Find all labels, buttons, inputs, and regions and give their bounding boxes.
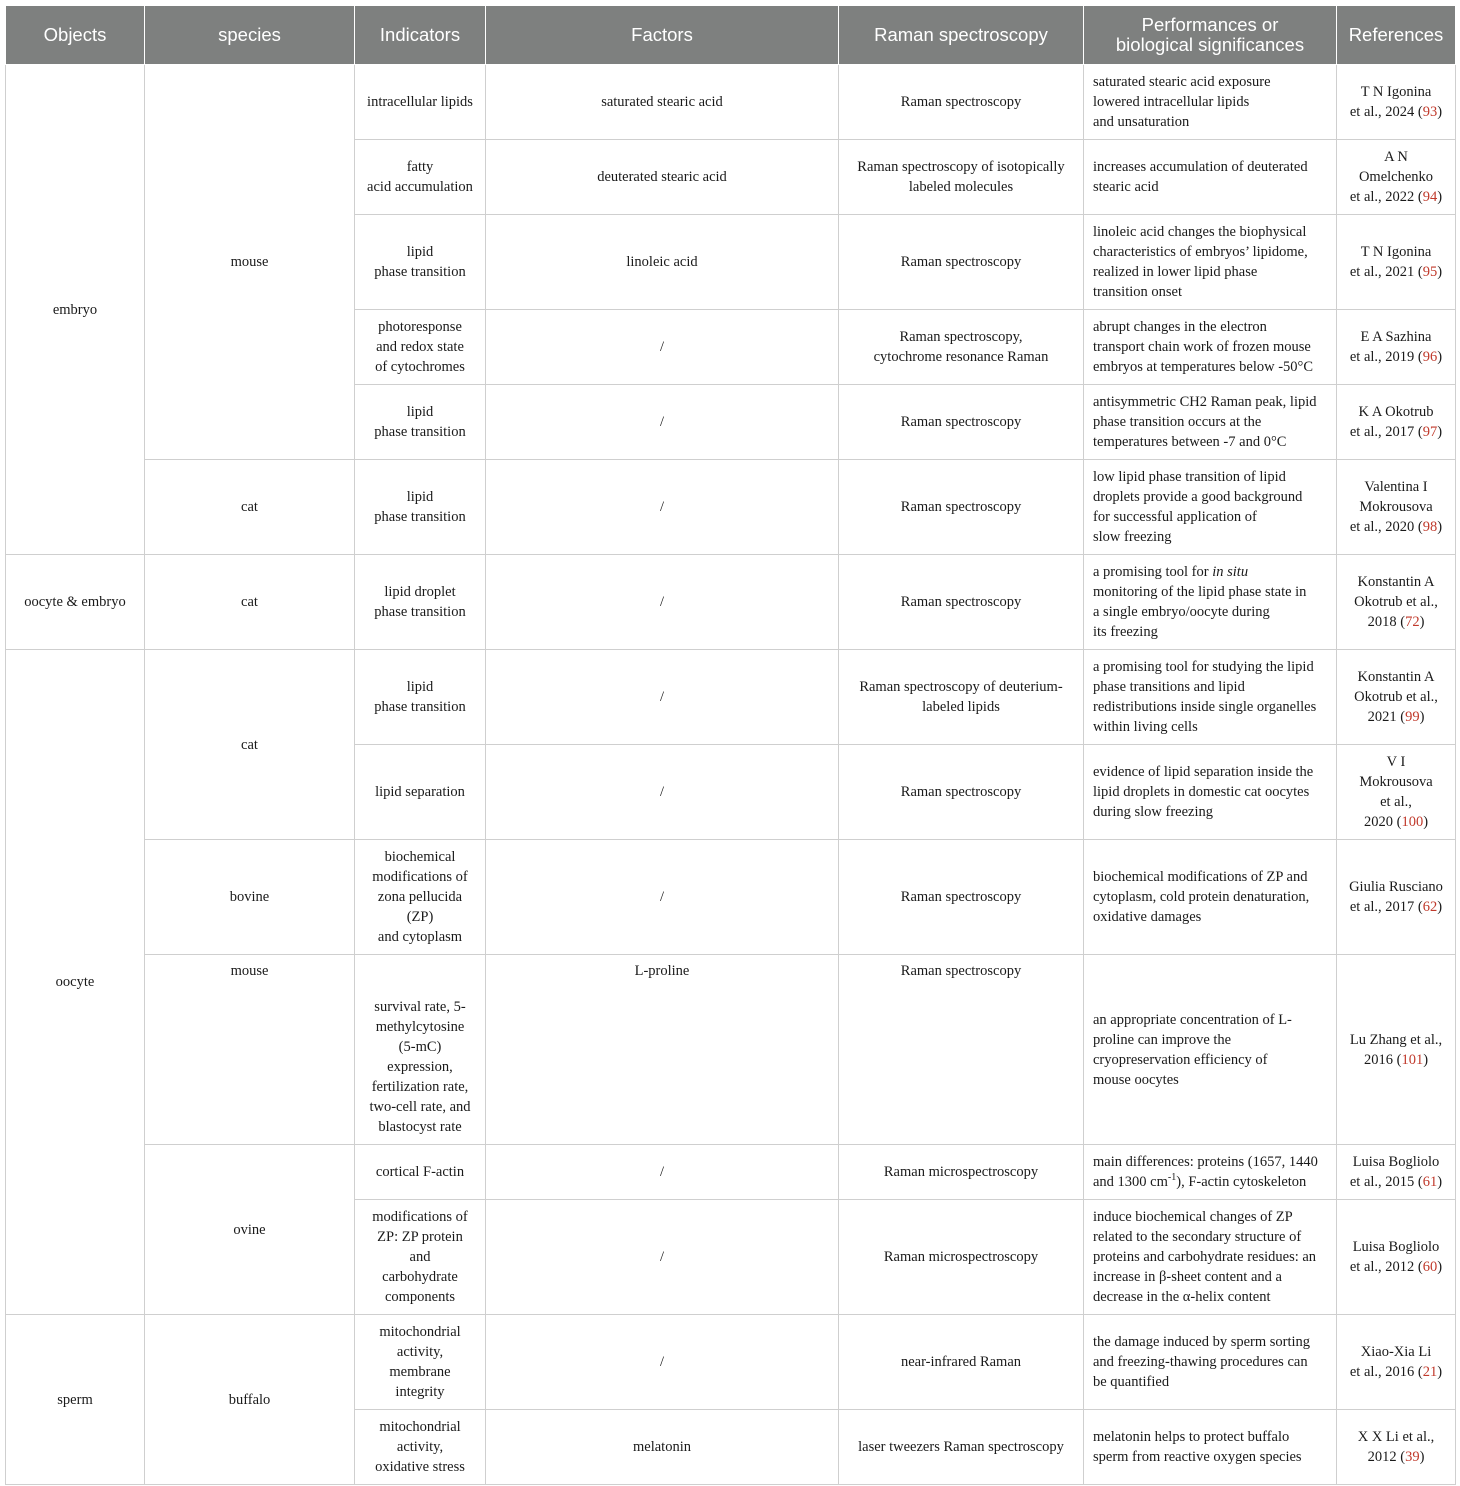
reference-link[interactable]: 39	[1405, 1449, 1420, 1465]
raman-cryopreservation-table	[5, 5, 1456, 1485]
cell-reference	[1337, 555, 1456, 650]
cell-species: mouse	[145, 65, 355, 460]
reference-close: )	[1437, 1174, 1443, 1190]
cell-reference	[1337, 1410, 1456, 1485]
table-row	[6, 460, 1456, 555]
reference-link[interactable]: 21	[1422, 1364, 1438, 1380]
reference-close: )	[1437, 264, 1443, 280]
cell-species: mouse	[145, 955, 355, 1145]
table-row	[6, 1315, 1456, 1410]
reference-text: Luisa Bogliolo et al., 2012 (	[1349, 1239, 1440, 1275]
reference-link[interactable]: 101	[1401, 1051, 1424, 1068]
reference-link[interactable]: 61	[1422, 1174, 1438, 1190]
cell-factor: /	[486, 1315, 839, 1410]
cell-raman: Raman spectroscopy	[839, 745, 1084, 840]
reference-text: T N Igonina et al., 2024 (	[1349, 84, 1432, 120]
cell-factor: /	[486, 310, 839, 385]
cell-performance: induce biochemical changes of ZP related to the secondary structure of proteins and carbohydrate residues: an increase in β-sheet content and a decrease in the α-helix content	[1084, 1200, 1337, 1315]
cell-raman: Raman microspectroscopy	[839, 1145, 1084, 1200]
table-container	[5, 5, 1455, 1485]
cell-indicator: intracellular lipids	[355, 65, 486, 140]
cell-performance: linoleic acid changes the biophysical characteristics of embryos’ lipidome, realized in lower lipid phase transition onset	[1084, 215, 1337, 310]
cell-raman: Raman spectroscopy	[839, 460, 1084, 555]
cell-species: ovine	[145, 1145, 355, 1315]
table-row	[6, 1145, 1456, 1200]
cell-object: oocyte	[6, 650, 145, 1315]
header-raman-spectroscopy: Raman spectroscopy	[839, 6, 1084, 65]
cell-reference	[1337, 65, 1456, 140]
cell-raman: Raman spectroscopy	[839, 215, 1084, 310]
cell-reference	[1337, 215, 1456, 310]
reference-close: )	[1437, 1259, 1443, 1275]
reference-link[interactable]: 62	[1422, 899, 1438, 915]
cell-species: bovine	[145, 840, 355, 955]
reference-link[interactable]: 96	[1422, 349, 1438, 365]
cell-factor: /	[486, 1145, 839, 1200]
reference-link[interactable]: 99	[1405, 709, 1420, 725]
header-row	[6, 6, 1456, 65]
cell-reference	[1337, 460, 1456, 555]
cell-factor: /	[486, 385, 839, 460]
cell-factor: /	[486, 650, 839, 745]
cell-factor: deuterated stearic acid	[486, 140, 839, 215]
cell-performance: increases accumulation of deuterated stearic acid	[1084, 140, 1337, 215]
reference-text: Giulia Rusciano et al., 2017 (	[1349, 879, 1443, 915]
header-references: References	[1337, 6, 1456, 65]
cell-raman: near-infrared Raman	[839, 1315, 1084, 1410]
cell-performance: a promising tool for studying the lipid phase transitions and lipid redistributions inside single organelles within living cells	[1084, 650, 1337, 745]
reference-text: Konstantin A Okotrub et al., 2021 (	[1354, 669, 1438, 725]
reference-text: V I Mokrousova et al., 2020 (	[1359, 754, 1433, 830]
reference-text: Luisa Bogliolo et al., 2015 (	[1349, 1154, 1440, 1190]
cell-indicator: fatty acid accumulation	[355, 140, 486, 215]
cell-raman: Raman spectroscopy	[839, 555, 1084, 650]
reference-close: )	[1423, 1051, 1429, 1068]
reference-text: T N Igonina et al., 2021 (	[1349, 244, 1432, 280]
cell-indicator: mitochondrial activity, membrane integrity	[355, 1315, 486, 1410]
cell-indicator: lipid phase transition	[355, 385, 486, 460]
cell-factor: L-proline	[486, 955, 839, 1145]
reference-text: A N Omelchenko et al., 2022 (	[1349, 149, 1434, 205]
reference-link[interactable]: 72	[1405, 614, 1420, 630]
performance-text: a promising tool for	[1093, 564, 1213, 580]
cell-performance: low lipid phase transition of lipid droplets provide a good background for successful application of slow freezing	[1084, 460, 1337, 555]
cell-reference	[1337, 385, 1456, 460]
reference-close: )	[1437, 189, 1443, 205]
cell-reference	[1337, 955, 1456, 1145]
cell-factor: /	[486, 1200, 839, 1315]
cell-indicator: modifications of ZP: ZP protein and carbohydrate components	[355, 1200, 486, 1315]
cell-performance: abrupt changes in the electron transport chain work of frozen mouse embryos at temperatures below -50°C	[1084, 310, 1337, 385]
performance-text-continued: monitoring of the lipid phase state in a single embryo/oocyte during its freezing	[1093, 584, 1307, 640]
cell-reference	[1337, 840, 1456, 955]
header-factors: Factors	[486, 6, 839, 65]
cell-species: cat	[145, 460, 355, 555]
cell-raman: laser tweezers Raman spectroscopy	[839, 1410, 1084, 1485]
cell-reference	[1337, 310, 1456, 385]
cell-indicator: lipid phase transition	[355, 215, 486, 310]
cell-factor: melatonin	[486, 1410, 839, 1485]
reference-link[interactable]: 100	[1401, 814, 1424, 830]
cell-factor: /	[486, 460, 839, 555]
table-row	[6, 955, 1456, 1145]
cell-species: cat	[145, 650, 355, 840]
cell-performance: evidence of lipid separation inside the lipid droplets in domestic cat oocytes during slow freezing	[1084, 745, 1337, 840]
cell-indicator: survival rate, 5- methylcytosine (5-mC) expression, fertilization rate, two-cell rate, and blastocyst rate	[355, 955, 486, 1145]
cell-raman: Raman spectroscopy of isotopically labeled molecules	[839, 140, 1084, 215]
cell-indicator: photoresponse and redox state of cytochromes	[355, 310, 486, 385]
cell-object: embryo	[6, 65, 145, 555]
reference-text: Lu Zhang et al., 2016 (	[1349, 1031, 1443, 1068]
reference-link[interactable]: 98	[1422, 519, 1438, 535]
reference-close: )	[1419, 614, 1425, 630]
performance-text-continued: ), F-actin cytoskeleton	[1176, 1174, 1307, 1190]
reference-close: )	[1437, 104, 1443, 120]
cell-reference	[1337, 1145, 1456, 1200]
cell-indicator: mitochondrial activity, oxidative stress	[355, 1410, 486, 1485]
reference-link[interactable]: 60	[1422, 1259, 1438, 1275]
reference-text: Konstantin A Okotrub et al., 2018 (	[1354, 574, 1438, 630]
reference-link[interactable]: 94	[1422, 189, 1438, 205]
cell-reference	[1337, 745, 1456, 840]
cell-raman: Raman microspectroscopy	[839, 1200, 1084, 1315]
cell-object: oocyte & embryo	[6, 555, 145, 650]
table-row	[6, 555, 1456, 650]
performance-italic-text: in situ	[1212, 564, 1249, 580]
header-performances: Performances or biological significances	[1084, 6, 1337, 65]
reference-close: )	[1419, 1449, 1425, 1465]
cell-indicator: cortical F-actin	[355, 1145, 486, 1200]
cell-performance	[1084, 1145, 1337, 1200]
performance-superscript: -1	[1167, 1172, 1177, 1184]
cell-performance: saturated stearic acid exposure lowered intracellular lipids and unsaturation	[1084, 65, 1337, 140]
reference-text: K A Okotrub et al., 2017 (	[1349, 404, 1434, 440]
header-indicators: Indicators	[355, 6, 486, 65]
reference-close: )	[1437, 424, 1443, 440]
cell-indicator: lipid droplet phase transition	[355, 555, 486, 650]
cell-object: sperm	[6, 1315, 145, 1485]
cell-raman: Raman spectroscopy	[839, 955, 1084, 1145]
cell-raman: Raman spectroscopy	[839, 840, 1084, 955]
cell-reference	[1337, 650, 1456, 745]
cell-species: cat	[145, 555, 355, 650]
cell-factor: linoleic acid	[486, 215, 839, 310]
reference-link[interactable]: 93	[1422, 104, 1438, 120]
reference-text: E A Sazhina et al., 2019 (	[1349, 329, 1432, 365]
cell-raman: Raman spectroscopy, cytochrome resonance Raman	[839, 310, 1084, 385]
header-species: species	[145, 6, 355, 65]
cell-indicator: biochemical modifications of zona pellucida (ZP) and cytoplasm	[355, 840, 486, 955]
cell-performance: biochemical modifications of ZP and cytoplasm, cold protein denaturation, oxidative damages	[1084, 840, 1337, 955]
cell-performance: the damage induced by sperm sorting and freezing-thawing procedures can be quantified	[1084, 1315, 1337, 1410]
cell-reference	[1337, 1315, 1456, 1410]
reference-close: )	[1437, 519, 1443, 535]
cell-factor: /	[486, 745, 839, 840]
cell-species: buffalo	[145, 1315, 355, 1485]
reference-text: Valentina I Mokrousova et al., 2020 (	[1349, 479, 1433, 535]
cell-raman: Raman spectroscopy of deuterium- labeled lipids	[839, 650, 1084, 745]
cell-indicator: lipid separation	[355, 745, 486, 840]
cell-performance	[1084, 555, 1337, 650]
reference-link[interactable]: 97	[1422, 424, 1438, 440]
table-row	[6, 840, 1456, 955]
cell-performance: melatonin helps to protect buffalo sperm from reactive oxygen species	[1084, 1410, 1337, 1485]
cell-performance: an appropriate concentration of L- proline can improve the cryopreservation efficiency of mouse oocytes	[1084, 955, 1337, 1145]
reference-text: Xiao-Xia Li et al., 2016 (	[1349, 1344, 1432, 1380]
cell-indicator: lipid phase transition	[355, 460, 486, 555]
cell-indicator: lipid phase transition	[355, 650, 486, 745]
header-objects: Objects	[6, 6, 145, 65]
cell-raman: Raman spectroscopy	[839, 385, 1084, 460]
table-row	[6, 650, 1456, 745]
cell-reference	[1337, 1200, 1456, 1315]
cell-raman: Raman spectroscopy	[839, 65, 1084, 140]
reference-close: )	[1437, 899, 1443, 915]
cell-factor: saturated stearic acid	[486, 65, 839, 140]
performance-text: main differences: proteins (1657, 1440 and 1300 cm	[1093, 1154, 1318, 1190]
reference-close: )	[1437, 1364, 1443, 1380]
reference-link[interactable]: 95	[1422, 264, 1438, 280]
reference-text: X X Li et al., 2012 (	[1357, 1429, 1435, 1465]
cell-factor: /	[486, 555, 839, 650]
reference-close: )	[1423, 814, 1429, 830]
reference-close: )	[1419, 709, 1425, 725]
reference-close: )	[1437, 349, 1443, 365]
cell-performance: antisymmetric CH2 Raman peak, lipid phase transition occurs at the temperatures between -7 and 0°C	[1084, 385, 1337, 460]
cell-factor: /	[486, 840, 839, 955]
cell-reference	[1337, 140, 1456, 215]
table-row	[6, 65, 1456, 140]
